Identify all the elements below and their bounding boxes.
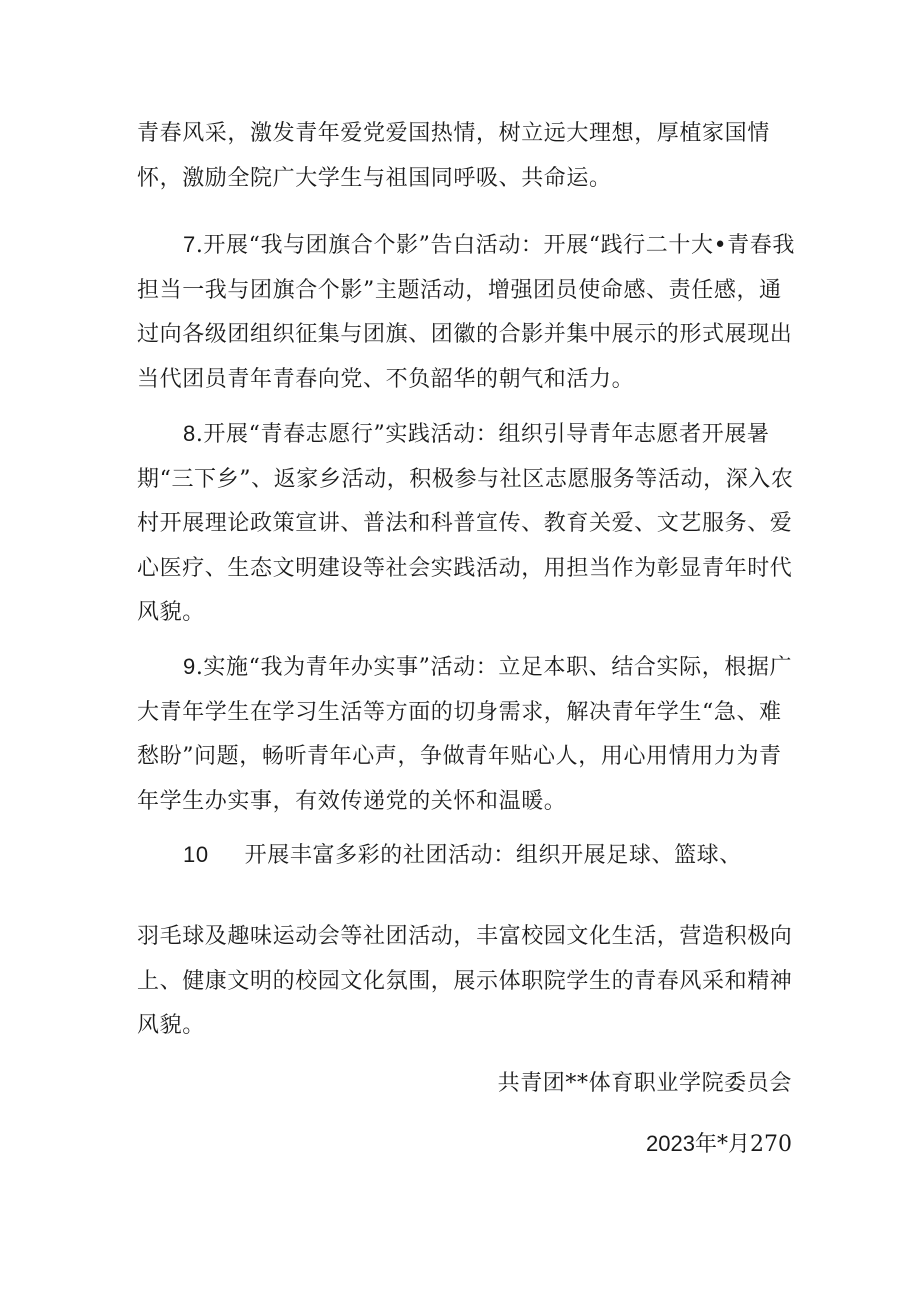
signature-date: [646, 1122, 792, 1167]
date-rest: 年*月270: [695, 1132, 792, 1157]
paragraph-continuation: 青春风采，激发青年爱党爱国热情，树立远大理想，厚植家国情怀，激励全院广大学生与祖国同呼吸、共命运。: [137, 121, 770, 191]
item-text-7: .开展“我与团旗合个影”告白活动：开展“践行二十大•青春我担当一我与团旗合个影”主题活动，增强团员使命感、责任感，通过向各级团组织征集与团旗、团徽的合影并集中展示的形式展现出当代团员青年青春向党、不负韶华的朝气和活力。: [137, 233, 795, 392]
paragraph-item-10-head: [137, 833, 797, 879]
paragraph-item-10-continuation: 羽毛球及趣味运动会等社团活动，丰富校园文化生活，营造积极向上、健康文明的校园文化氛围，展示体职院学生的青春风采和精神风貌。: [137, 924, 793, 1038]
paragraph-item-9: [137, 645, 797, 824]
signature-organization: 共青团**体育职业学院委员会: [497, 1071, 792, 1096]
item-text-8: .开展“青春志愿行”实践活动：组织引导青年志愿者开展暑期“三下乡”、返家乡活动，积极参与社区志愿服务等活动，深入农村开展理论政策宣讲、普法和科普宣传、教育关爱、文艺服务、爱心医疗、生态文明建设等社会实践活动，用担当作为彰显青年时代风貌。: [137, 422, 794, 625]
item-number-8: 8: [183, 421, 196, 446]
item-number-9: 9: [183, 654, 196, 679]
paragraph-item-7: [137, 223, 797, 402]
item-number-7: 7: [183, 232, 196, 257]
item-number-10: 10: [183, 842, 209, 867]
paragraph-item-8: [137, 412, 797, 636]
date-year: 2023: [646, 1131, 695, 1156]
item-text-10: 开展丰富多彩的社团活动：组织开展足球、篮球、: [244, 843, 742, 868]
item-text-9: .实施“我为青年办实事”活动：立足本职、结合实际，根据广大青年学生在学习生活等方面的切身需求，解决青年学生“急、难愁盼”问题，畅听青年心声，争做青年贴心人，用心用情用力为青年学生办实事，有效传递党的关怀和温暖。: [137, 655, 793, 814]
